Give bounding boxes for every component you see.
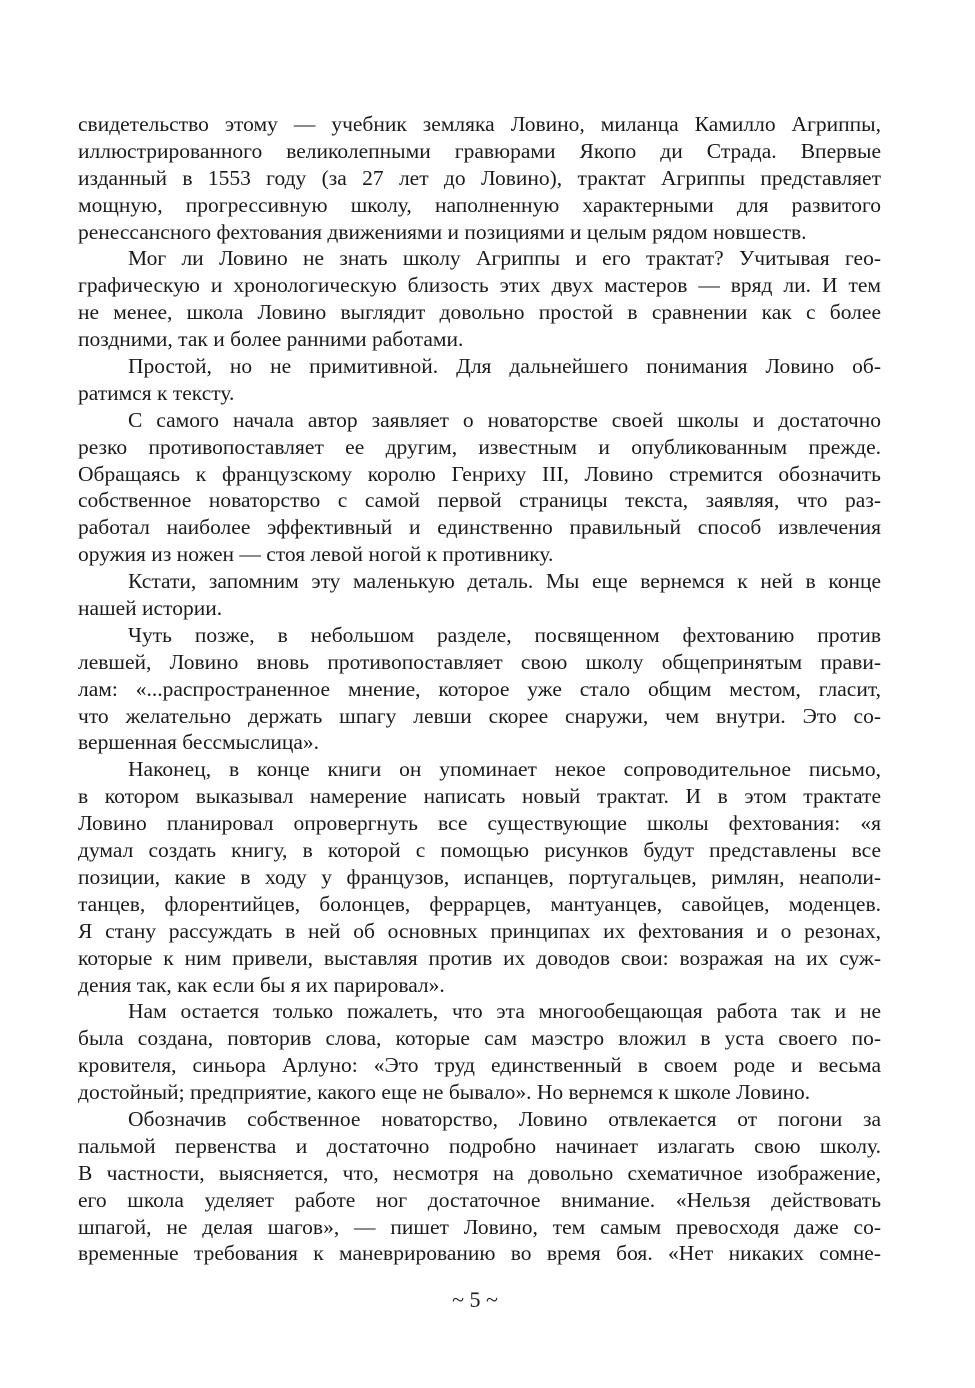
text-line: Обозначив собственное новаторство, Ловино отвлекается от погони за (128, 1106, 881, 1131)
text-line: дения так, как если бы я их парировал». (78, 972, 445, 997)
text-line: иллюстрированного великолепными гравюрами Якопо ди Страда. Впервые (78, 138, 881, 163)
text-line: временные требования к маневрированию во время боя. «Нет никаких сомне- (78, 1241, 881, 1266)
paragraph (78, 568, 881, 622)
text-line: оружия из ножен — стоя левой ногой к противнику. (78, 542, 554, 567)
text-line: В частности, выясняется, что, несмотря на довольно схематичное изображение, (78, 1160, 881, 1185)
text-line: работал наиболее эффективный и единственно правильный способ извлечения (78, 515, 881, 540)
text-line: пальмой первенства и достаточно подробно начинает излагать свою школу. (78, 1133, 881, 1158)
text-line: достойный; предприятие, какого еще не бывало». Но вернемся к школе Ловино. (78, 1080, 811, 1105)
page-body-text (78, 111, 881, 1267)
text-line: Нам остается только пожалеть, что эта многообещающая работа так и не (128, 999, 881, 1024)
text-line: думал создать книгу, в которой с помощью рисунков будут представлены все (78, 838, 881, 863)
text-line: лам: «...распространенное мнение, которое уже стало общим местом, гласит, (78, 676, 881, 701)
text-line: Обращаясь к французскому королю Генриху III, Ловино стремится обозначить (78, 461, 881, 486)
page-number: ~ 5 ~ (452, 1287, 498, 1312)
text-line: позиции, какие в ходу у французов, испанцев, португальцев, римлян, неаполи- (78, 864, 881, 889)
text-line: изданный в 1553 году (за 27 лет до Ловино), трактат Агриппы представляет (78, 165, 881, 190)
paragraph (78, 622, 881, 756)
text-line: ренессансного фехтования движениями и позициями и целым рядом новшеств. (78, 219, 807, 244)
text-line: свидетельство этому — учебник земляка Ловино, миланца Камилло Агриппы, (78, 112, 881, 136)
text-line: которые к ним привели, выставляя против их доводов свои: возражая на их суж- (78, 945, 881, 970)
text-line: нашей истории. (78, 596, 223, 621)
text-line: мощную, прогрессивную школу, наполненную характерными для развитого (78, 192, 881, 217)
text-line: танцев, флорентийцев, болонцев, феррарцев, мантуанцев, савойцев, моденцев. (78, 891, 881, 916)
text-line: Я стану рассуждать в ней об основных принципах их фехтования и о резонах, (78, 918, 881, 943)
paragraph (78, 998, 881, 1106)
text-line: левшей, Ловино вновь противопоставляет свою школу общепринятым прави- (78, 649, 881, 674)
paragraph (78, 407, 881, 568)
text-line: графическую и хронологическую близость этих двух мастеров — вряд ли. И тем (78, 273, 881, 298)
text-line: Простой, но не примитивной. Для дальнейшего понимания Ловино об- (128, 354, 881, 379)
text-line: поздними, так и более ранними работами. (78, 327, 464, 352)
text-line: резко противопоставляет ее другим, известным и опубликованным прежде. (78, 434, 881, 459)
text-line: его школа уделяет работе ног достаточное внимание. «Нельзя действовать (78, 1187, 881, 1212)
text-line: Кстати, запомним эту маленькую деталь. Мы еще вернемся к ней в конце (128, 569, 881, 594)
text-line: вершенная бессмыслица». (78, 730, 320, 755)
text-line: шпагой, не делая шагов», — пишет Ловино, тем самым превосходя даже со- (78, 1214, 881, 1239)
text-line: кровителя, синьора Арлуно: «Это труд единственный в своем роде и весьма (78, 1053, 881, 1078)
paragraph (78, 245, 881, 353)
text-line: Наконец, в конце книги он упоминает некое сопроводительное письмо, (128, 757, 881, 782)
text-line: Мог ли Ловино не знать школу Агриппы и его трактат? Учитывая гео- (128, 246, 881, 271)
text-line: не менее, школа Ловино выглядит довольно простой в сравнении как с более (78, 300, 881, 325)
text-line: была создана, повторив слова, которые сам маэстро вложил в уста своего по- (78, 1026, 881, 1051)
text-line: Ловино планировал опровергнуть все существующие школы фехтования: «я (78, 811, 881, 836)
paragraph (78, 1106, 881, 1267)
paragraph (78, 353, 881, 407)
text-line: в котором выказывал намерение написать новый трактат. И в этом трактате (78, 784, 881, 809)
text-line: Чуть позже, в небольшом разделе, посвященном фехтованию против (128, 622, 881, 647)
paragraph (78, 111, 881, 245)
text-line: С самого начала автор заявляет о новаторстве своей школы и достаточно (128, 407, 881, 432)
text-line: ратимся к тексту. (78, 380, 235, 405)
text-line: что желательно держать шпагу левши скорее снаружи, чем внутри. Это со- (78, 703, 881, 728)
text-line: собственное новаторство с самой первой страницы текста, заявляя, что раз- (78, 488, 881, 513)
paragraph (78, 756, 881, 998)
